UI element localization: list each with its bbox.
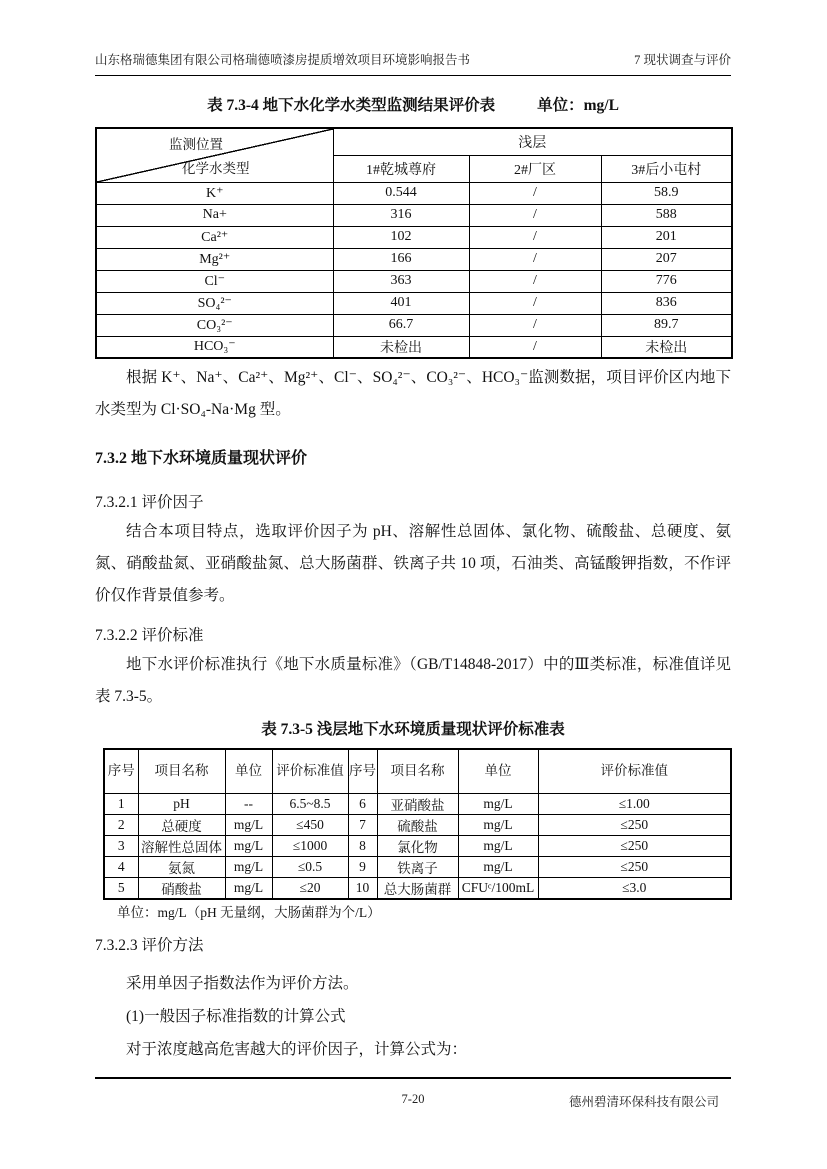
table-row bbox=[96, 292, 732, 314]
value-cell: 207 bbox=[601, 248, 732, 270]
ion-label: Mg²⁺ bbox=[96, 248, 333, 270]
cell: 7 bbox=[348, 814, 377, 835]
cell: 8 bbox=[348, 835, 377, 856]
cell: 10 bbox=[348, 877, 377, 899]
value-cell: 未检出 bbox=[601, 336, 732, 358]
cell: CFUᶜ/100mL bbox=[458, 877, 538, 899]
table-row bbox=[96, 226, 732, 248]
cell: mg/L bbox=[225, 877, 272, 899]
cell: pH bbox=[138, 793, 225, 814]
site-header-3: 3#后小屯村 bbox=[601, 155, 732, 182]
subsection-heading-7321: 7.3.2.1 评价因子 bbox=[95, 494, 204, 511]
site-header-2: 2#厂区 bbox=[469, 155, 601, 182]
cell: mg/L bbox=[458, 793, 538, 814]
cell: 氯化物 bbox=[377, 835, 458, 856]
value-cell: 0.544 bbox=[333, 182, 469, 204]
cell: 总硬度 bbox=[138, 814, 225, 835]
value-cell: 588 bbox=[601, 204, 732, 226]
table-row bbox=[96, 270, 732, 292]
cell: 2 bbox=[104, 814, 138, 835]
cell: mg/L bbox=[458, 835, 538, 856]
value-cell: 66.7 bbox=[333, 314, 469, 336]
table-row bbox=[104, 793, 731, 814]
cell: ≤0.5 bbox=[272, 856, 348, 877]
cell: mg/L bbox=[225, 856, 272, 877]
col-header: 单位 bbox=[225, 749, 272, 793]
subsection-heading-7322: 7.3.2.2 评价标准 bbox=[95, 627, 204, 644]
subsection-heading-7323: 7.3.2.3 评价方法 bbox=[95, 936, 204, 954]
company-name: 德州碧清环保科技有限公司 bbox=[568, 1095, 719, 1109]
cell: mg/L bbox=[458, 856, 538, 877]
cell: mg/L bbox=[225, 835, 272, 856]
table-row bbox=[96, 248, 732, 270]
running-header bbox=[95, 0, 731, 76]
cell: ≤3.0 bbox=[538, 877, 731, 899]
table-header-row bbox=[104, 749, 731, 793]
table1-unit-label: 单位：mg/L bbox=[537, 97, 619, 114]
value-cell: / bbox=[469, 292, 601, 314]
table2-title: 表 7.3-5 浅层地下水环境质量现状评价标准表 bbox=[261, 721, 565, 738]
method-paragraph: 采用单因子指数法作为评价方法。 bbox=[126, 974, 359, 992]
standard-values-table bbox=[103, 748, 732, 900]
formula-intro-paragraph: (1)一般因子标准指数的计算公式 bbox=[126, 1007, 346, 1025]
evaluation-factors-paragraph: 结合本项目特点，选取评价因子为 pH、溶解性总固体、氯化物、硫酸盐、总硬度、氨氮、硝酸盐氮、亚硝酸盐氮、总大肠菌群、铁离子共 10 项，石油类、高锰酸钾指数，不作评价仅作背景值参考。 bbox=[95, 523, 731, 604]
cell: 硝酸盐 bbox=[138, 877, 225, 899]
cell: 溶解性总固体 bbox=[138, 835, 225, 856]
ion-label: Na+ bbox=[96, 204, 333, 226]
cell: 3 bbox=[104, 835, 138, 856]
cell: 5 bbox=[104, 877, 138, 899]
value-cell: / bbox=[469, 182, 601, 204]
cell: -- bbox=[225, 793, 272, 814]
value-cell: 776 bbox=[601, 270, 732, 292]
cell: 9 bbox=[348, 856, 377, 877]
evaluation-standard-paragraph: 地下水评价标准执行《地下水质量标准》（GB/T14848-2017）中的Ⅲ类标准，标准值详见表 7.3-5。 bbox=[95, 656, 731, 705]
col-header: 项目名称 bbox=[138, 749, 225, 793]
value-cell: / bbox=[469, 204, 601, 226]
cell: ≤250 bbox=[538, 856, 731, 877]
col-header: 序号 bbox=[348, 749, 377, 793]
ion-label: CO₃²⁻ bbox=[96, 314, 333, 336]
table-row bbox=[104, 835, 731, 856]
cell: 总大肠菌群 bbox=[377, 877, 458, 899]
table2-footnote: 单位：mg/L（pH 无量纲，大肠菌群为个/L） bbox=[117, 904, 381, 920]
groundwater-chemistry-table bbox=[95, 127, 733, 359]
cell: 亚硝酸盐 bbox=[377, 793, 458, 814]
value-cell: 201 bbox=[601, 226, 732, 248]
col-header: 序号 bbox=[104, 749, 138, 793]
ion-label: SO₄²⁻ bbox=[96, 292, 333, 314]
value-cell: 102 bbox=[333, 226, 469, 248]
table-row bbox=[96, 336, 732, 358]
corner-label-top: 监测位置 bbox=[169, 137, 223, 152]
cell: 1 bbox=[104, 793, 138, 814]
cell: ≤250 bbox=[538, 835, 731, 856]
table1-title: 表 7.3-4 地下水化学水类型监测结果评价表 bbox=[207, 97, 496, 114]
cell: 6 bbox=[348, 793, 377, 814]
value-cell: / bbox=[469, 226, 601, 248]
cell: 铁离子 bbox=[377, 856, 458, 877]
ion-label: Cl⁻ bbox=[96, 270, 333, 292]
section-heading-732: 7.3.2 地下水环境质量现状评价 bbox=[95, 450, 308, 467]
value-cell: 836 bbox=[601, 292, 732, 314]
value-cell: 58.9 bbox=[601, 182, 732, 204]
value-cell: 89.7 bbox=[601, 314, 732, 336]
ion-label: Ca²⁺ bbox=[96, 226, 333, 248]
site-header-1: 1#乾城尊府 bbox=[333, 155, 469, 182]
table-row bbox=[104, 856, 731, 877]
ion-label: K⁺ bbox=[96, 182, 333, 204]
table-row bbox=[96, 182, 732, 204]
water-type-conclusion: 根据 K⁺、Na⁺、Ca²⁺、Mg²⁺、Cl⁻、SO₄²⁻、CO₃²⁻、HCO₃⁻监测数据，项目评价区内地下水类型为 Cl·SO₄-Na·Mg 型。 bbox=[95, 369, 731, 418]
table-row bbox=[104, 877, 731, 899]
cell: ≤20 bbox=[272, 877, 348, 899]
table-row bbox=[96, 314, 732, 336]
chapter-label: 7 现状调查与评价 bbox=[634, 53, 731, 67]
value-cell: / bbox=[469, 314, 601, 336]
cell: ≤1000 bbox=[272, 835, 348, 856]
diagonal-header-cell bbox=[96, 128, 333, 182]
ion-label: HCO₃⁻ bbox=[96, 336, 333, 358]
cell: ≤1.00 bbox=[538, 793, 731, 814]
value-cell: 316 bbox=[333, 204, 469, 226]
cell: 4 bbox=[104, 856, 138, 877]
table-row bbox=[96, 204, 732, 226]
cell: ≤250 bbox=[538, 814, 731, 835]
col-header: 单位 bbox=[458, 749, 538, 793]
layer-group-header: 浅层 bbox=[333, 128, 732, 155]
cell: ≤450 bbox=[272, 814, 348, 835]
value-cell: / bbox=[469, 270, 601, 292]
formula-condition-paragraph: 对于浓度越高危害越大的评价因子，计算公式为： bbox=[126, 1040, 468, 1058]
page-number: 7-20 bbox=[401, 1092, 425, 1106]
report-title: 山东格瑞德集团有限公司格瑞德喷漆房提质增效项目环境影响报告书 bbox=[95, 53, 471, 67]
value-cell: 401 bbox=[333, 292, 469, 314]
value-cell: 363 bbox=[333, 270, 469, 292]
col-header: 评价标准值 bbox=[538, 749, 731, 793]
value-cell: 未检出 bbox=[333, 336, 469, 358]
value-cell: / bbox=[469, 248, 601, 270]
corner-label-bottom: 化学水类型 bbox=[182, 160, 250, 176]
cell: 硫酸盐 bbox=[377, 814, 458, 835]
running-footer bbox=[95, 1077, 731, 1127]
col-header: 评价标准值 bbox=[272, 749, 348, 793]
value-cell: 166 bbox=[333, 248, 469, 270]
table1-caption bbox=[95, 95, 731, 117]
cell: 6.5~8.5 bbox=[272, 793, 348, 814]
value-cell: / bbox=[469, 336, 601, 358]
cell: mg/L bbox=[225, 814, 272, 835]
table-row bbox=[104, 814, 731, 835]
col-header: 项目名称 bbox=[377, 749, 458, 793]
cell: mg/L bbox=[458, 814, 538, 835]
cell: 氨氮 bbox=[138, 856, 225, 877]
